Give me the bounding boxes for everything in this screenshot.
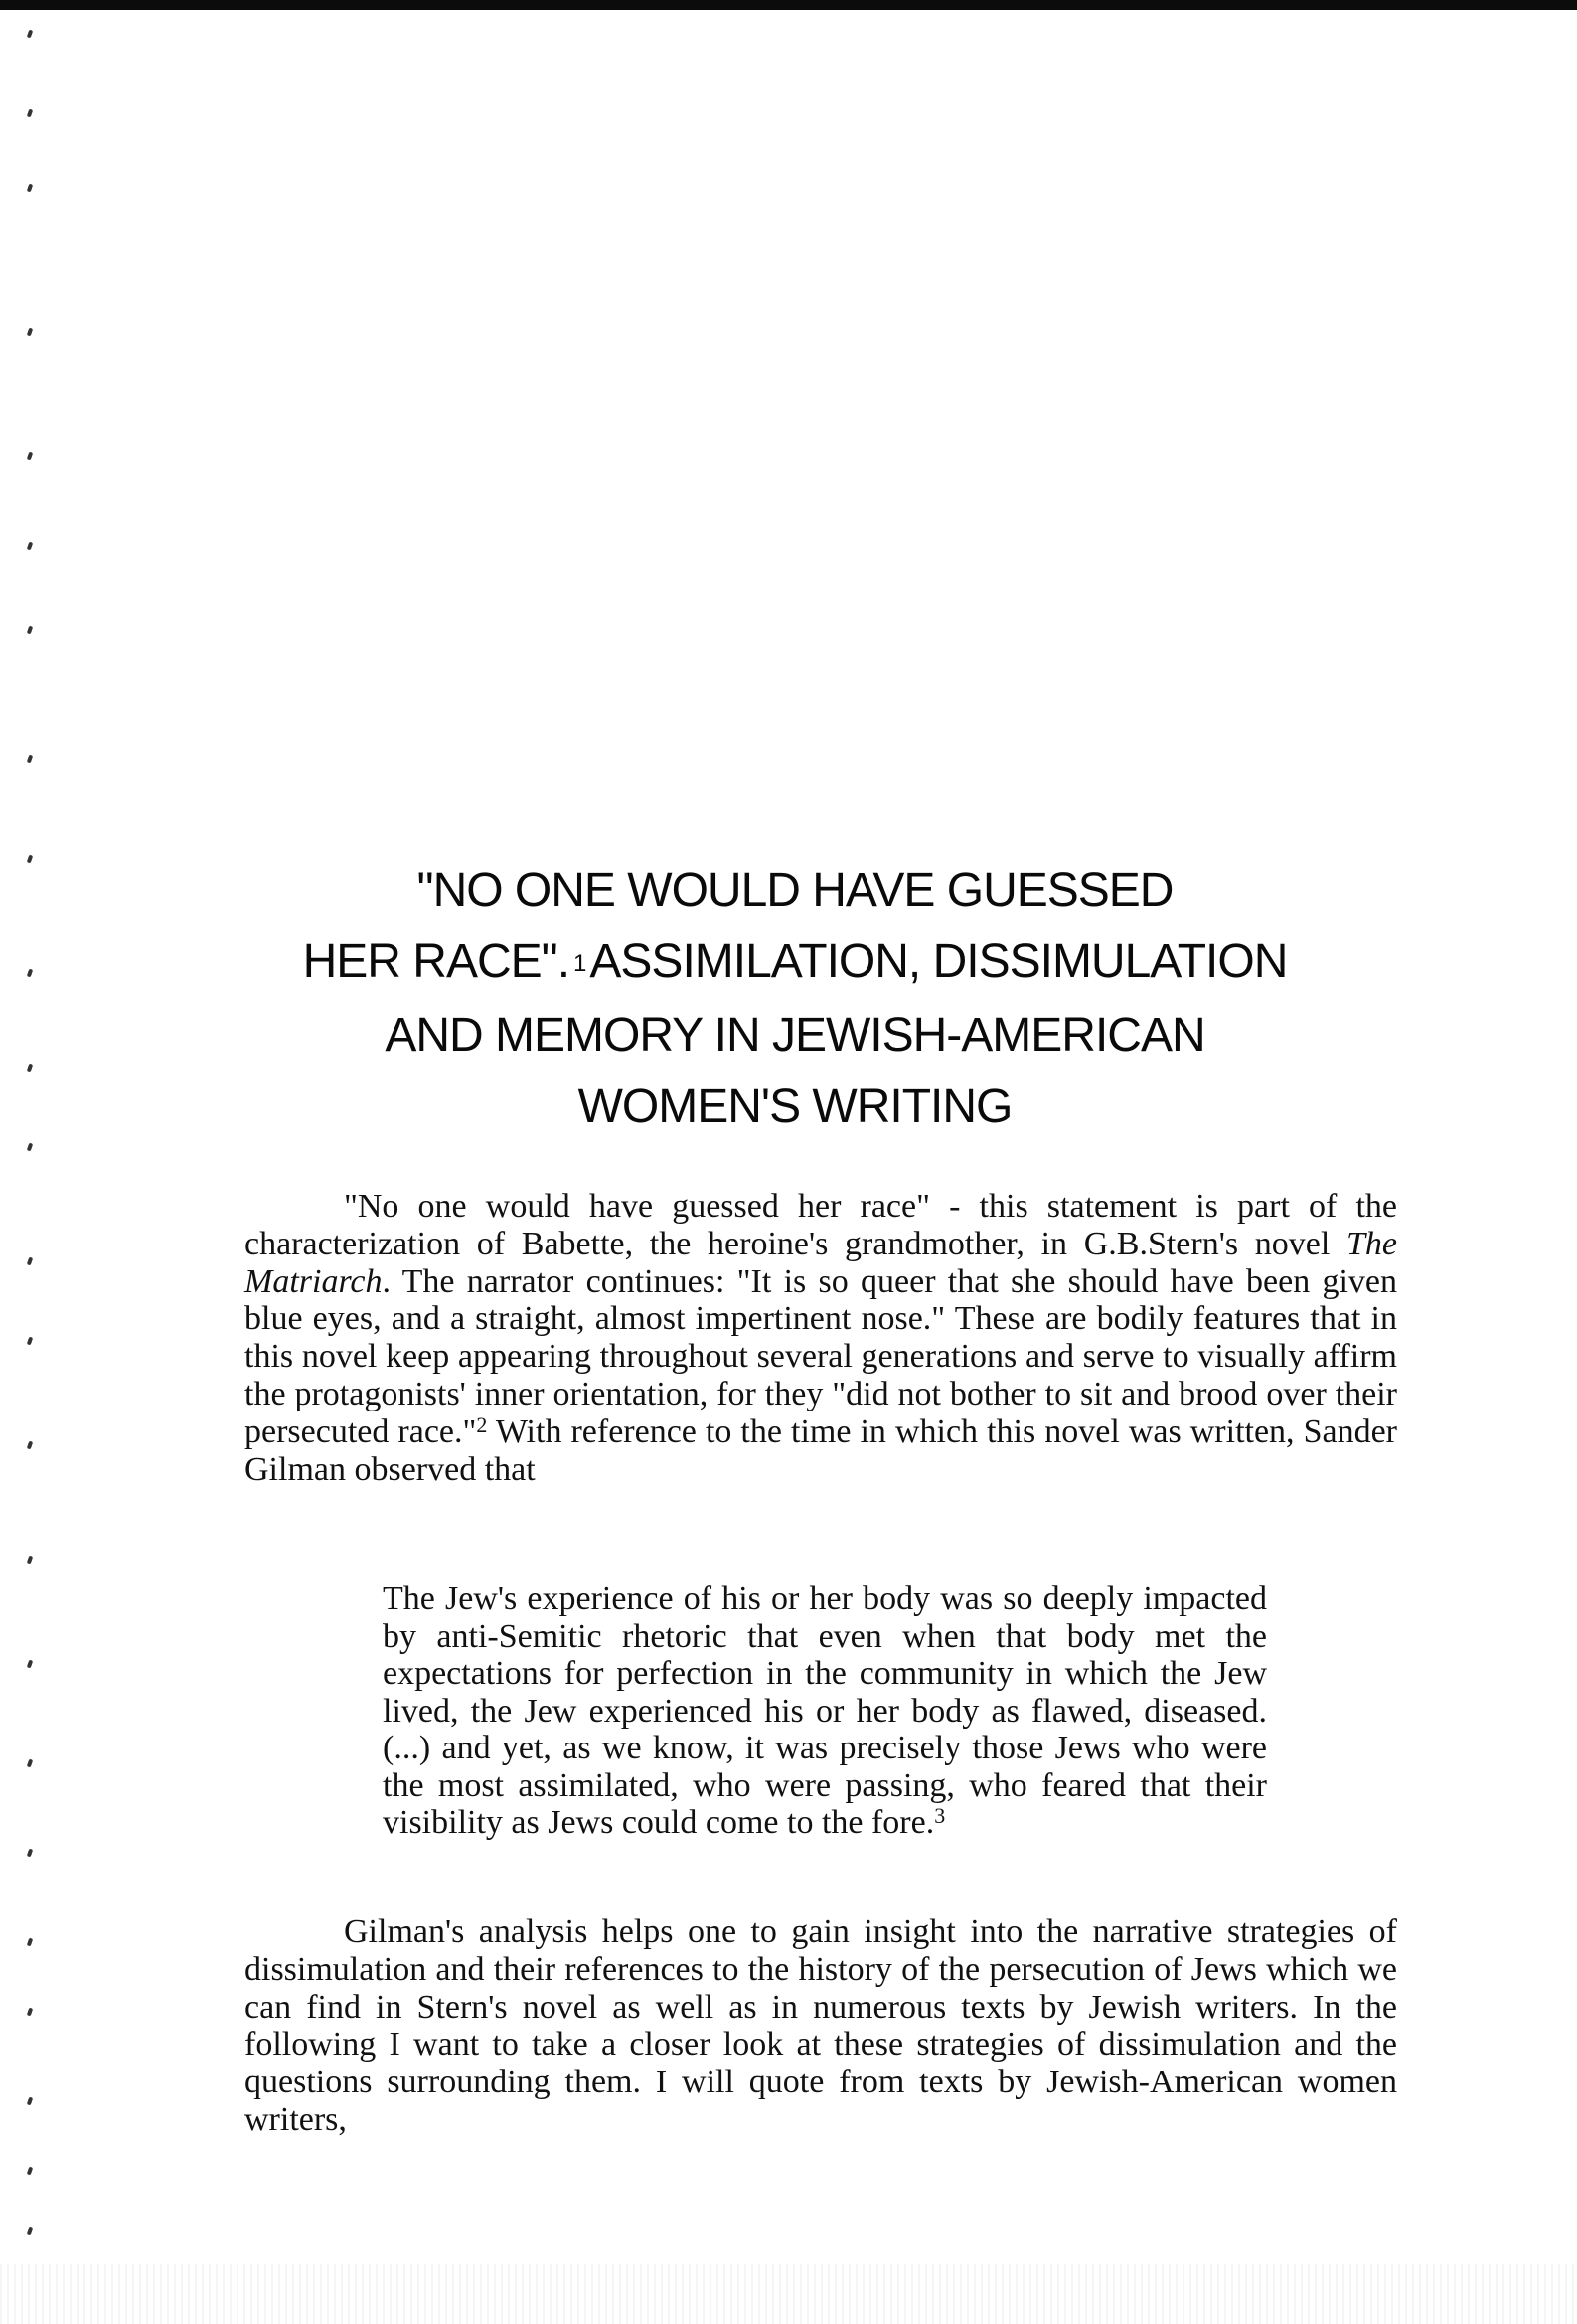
paragraph-1-text-b: . The narrator continues: "It is so queer that she should have been given blue eyes, and a straight, almost impertinent nose." These are bodily features that in this novel keep appearing throughout several generations and serve to visually affirm the protagonists' inner orientation, for they "did not bother to sit and brood over their persecuted race." bbox=[244, 1262, 1397, 1450]
footnote-ref-2: 2 bbox=[476, 1411, 488, 1437]
block-quote bbox=[383, 1580, 1267, 1842]
body-paragraph-2 bbox=[244, 1913, 1397, 2139]
book-title: The Matriarch bbox=[244, 1225, 1397, 1300]
scan-margin-marks bbox=[28, 30, 58, 2316]
scan-top-border bbox=[0, 0, 1577, 10]
footnote-ref-3: 3 bbox=[934, 1803, 946, 1828]
title-line-4: WOMEN'S WRITING bbox=[577, 1080, 1013, 1134]
paragraph-1-text-c: With reference to the time in which this novel was written, Sander Gilman observed that bbox=[244, 1412, 1398, 1488]
block-quote-text: The Jew's experience of his or her body was so deeply impacted by anti-Semitic rhetoric that even when that body met the expectations for perfection in the community in which the Jew lived, the Jew experienced his or her body as flawed, diseased.(...) and yet, as we know, it was precisely those Jews who were the most assimilated, who were passing, who feared that their visibility as Jews could come to the fore. bbox=[383, 1580, 1267, 1841]
title-line-1: "NO ONE WOULD HAVE GUESSED bbox=[416, 864, 1174, 917]
article-title bbox=[238, 855, 1351, 1143]
scan-bottom-noise bbox=[0, 2264, 1577, 2324]
paragraph-1-text-a: "No one would have guessed her race" - this statement is part of the characterization of Babette, the heroine's grandmother, in G.B.Stern's novel bbox=[244, 1188, 1397, 1262]
paragraph-2-text: Gilman's analysis helps one to gain insight into the narrative strategies of dissimulation and their references to the history of the persecution of Jews which we can find in Stern's novel as well as in numerous texts by Jewish writers. In the following I want to take a closer look at these strategies of dissimulation and the questions surrounding them. I will quote from texts by Jewish-American women writers, bbox=[244, 1913, 1397, 2138]
title-line-3: AND MEMORY IN JEWISH-AMERICAN bbox=[385, 1009, 1205, 1063]
title-footnote-ref: 1 bbox=[573, 950, 586, 978]
title-line-2a: HER RACE". bbox=[302, 935, 570, 989]
title-line-2b: ASSIMILATION, DISSIMULATION bbox=[589, 935, 1288, 989]
body-paragraph-1 bbox=[244, 1188, 1397, 1488]
